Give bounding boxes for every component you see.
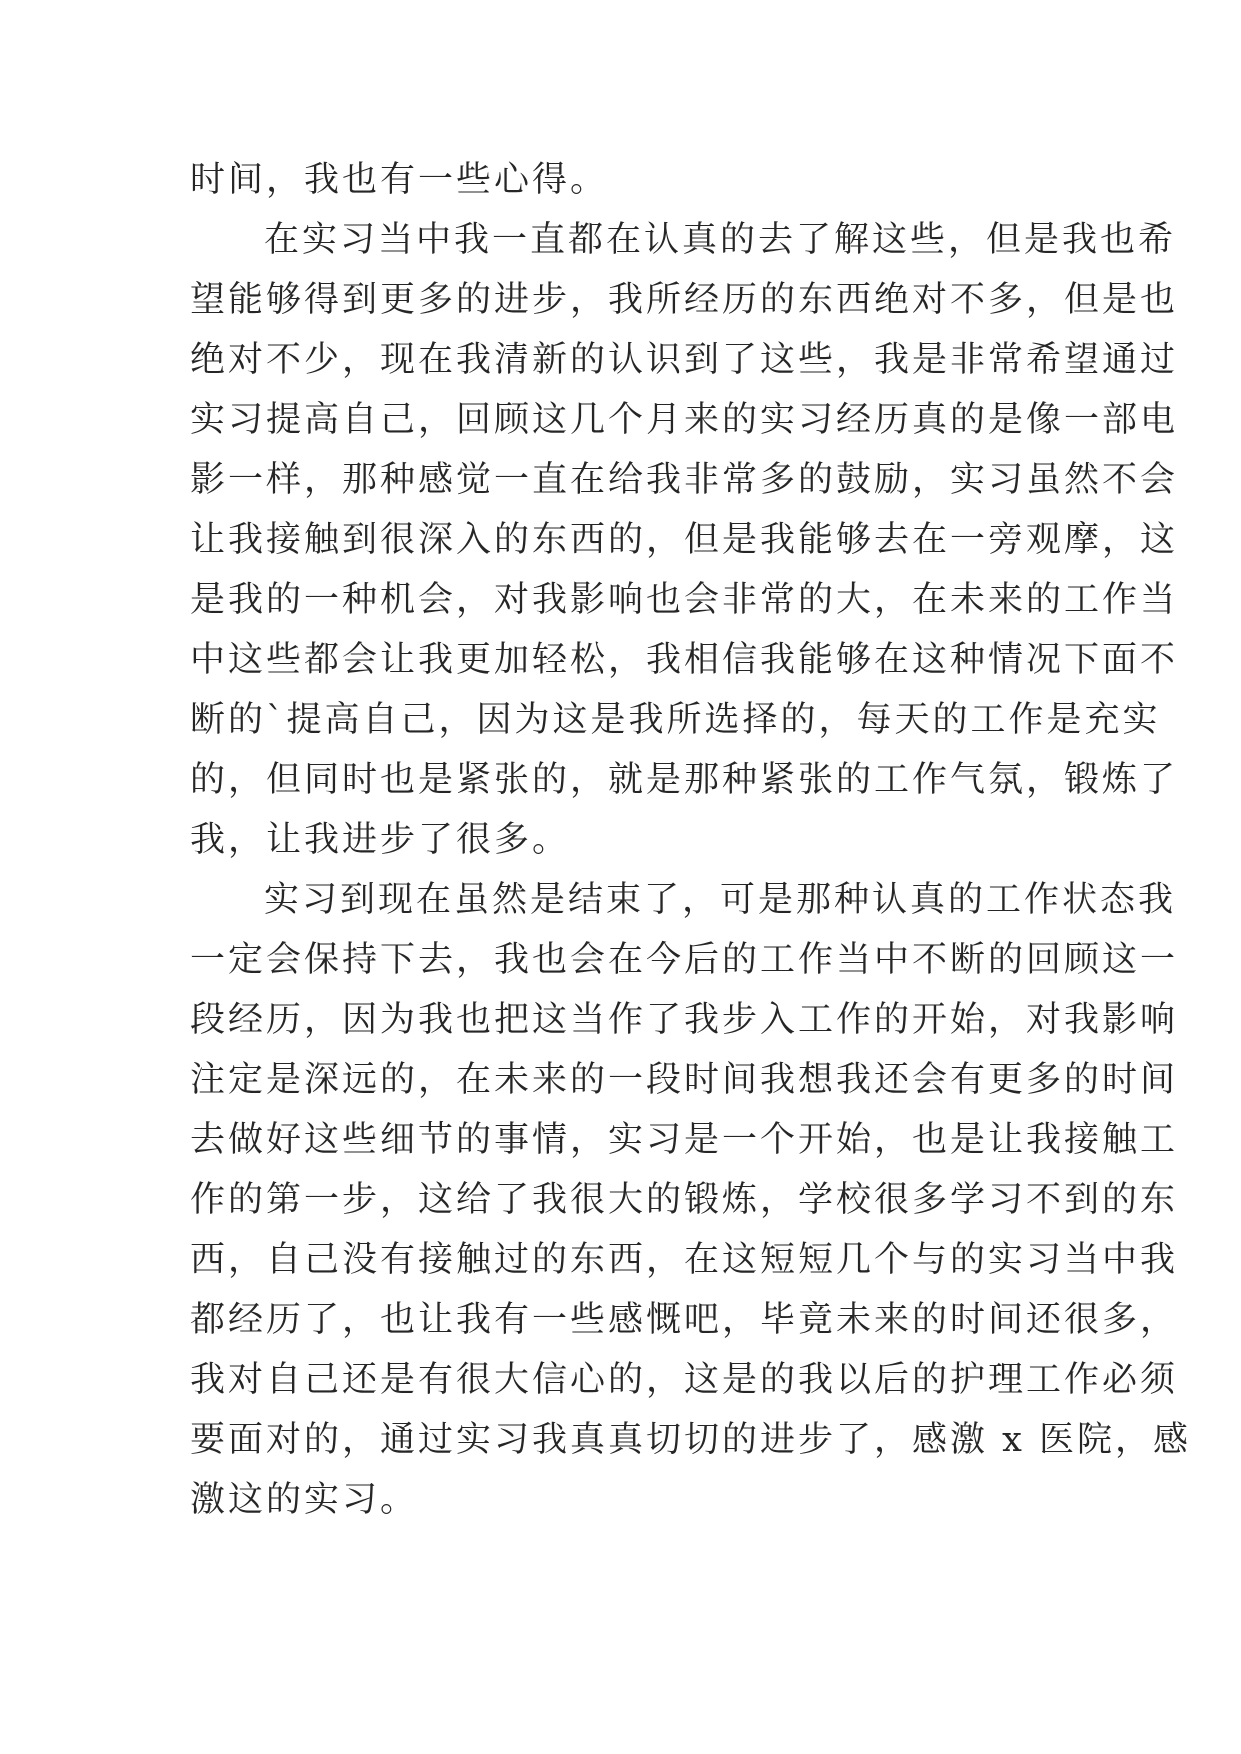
text-line: 绝对不少，现在我清新的认识到了这些，我是非常希望通过 [190, 340, 1179, 380]
text-line: 影一样，那种感觉一直在给我非常多的鼓励，实习虽然不会 [190, 460, 1179, 500]
paragraph-2 [190, 210, 1179, 870]
text-line: 的，但同时也是紧张的，就是那种紧张的工作气氛，锻炼了 [190, 760, 1179, 800]
paragraph-1 [190, 150, 1070, 210]
text-line: 望能够得到更多的进步，我所经历的东西绝对不多，但是也 [190, 280, 1179, 320]
text-line: 让我接触到很深入的东西的，但是我能够去在一旁观摩，这 [190, 520, 1179, 560]
text-line: 实习提高自己，回顾这几个月来的实习经历真的是像一部电 [190, 400, 1179, 440]
text-line: 中这些都会让我更加轻松，我相信我能够在这种情况下面不 [190, 640, 1179, 680]
text-line: 要面对的，通过实习我真真切切的进步了，感激 x 医院，感 [190, 1420, 1191, 1460]
document-body [190, 150, 1191, 1530]
text-line: 作的第一步，这给了我很大的锻炼，学校很多学习不到的东 [190, 1180, 1179, 1220]
text-line: 实习到现在虽然是结束了，可是那种认真的工作状态我 [264, 880, 1177, 920]
text-line: 都经历了，也让我有一些感慨吧，毕竟未来的时间还很多， [190, 1300, 1179, 1340]
text-line: 西，自己没有接触过的东西，在这短短几个与的实习当中我 [190, 1240, 1179, 1280]
text-line: 段经历，因为我也把这当作了我步入工作的开始，对我影响 [190, 1000, 1179, 1040]
text-line: 在实习当中我一直都在认真的去了解这些，但是我也希 [264, 220, 1177, 260]
text-line: 去做好这些细节的事情，实习是一个开始，也是让我接触工 [190, 1120, 1179, 1160]
text-line: 时间，我也有一些心得。 [190, 160, 609, 200]
text-line: 我对自己还是有很大信心的，这是的我以后的护理工作必须 [190, 1360, 1179, 1400]
text-line: 是我的一种机会，对我影响也会非常的大，在未来的工作当 [190, 580, 1179, 620]
text-line: 激这的实习。 [190, 1480, 419, 1520]
paragraph-3 [190, 870, 1191, 1530]
text-line: 断的`提高自己，因为这是我所选择的，每天的工作是充实 [190, 700, 1161, 740]
text-line: 一定会保持下去，我也会在今后的工作当中不断的回顾这一 [190, 940, 1179, 980]
text-line: 我，让我进步了很多。 [190, 820, 571, 860]
text-line: 注定是深远的，在未来的一段时间我想我还会有更多的时间 [190, 1060, 1179, 1100]
